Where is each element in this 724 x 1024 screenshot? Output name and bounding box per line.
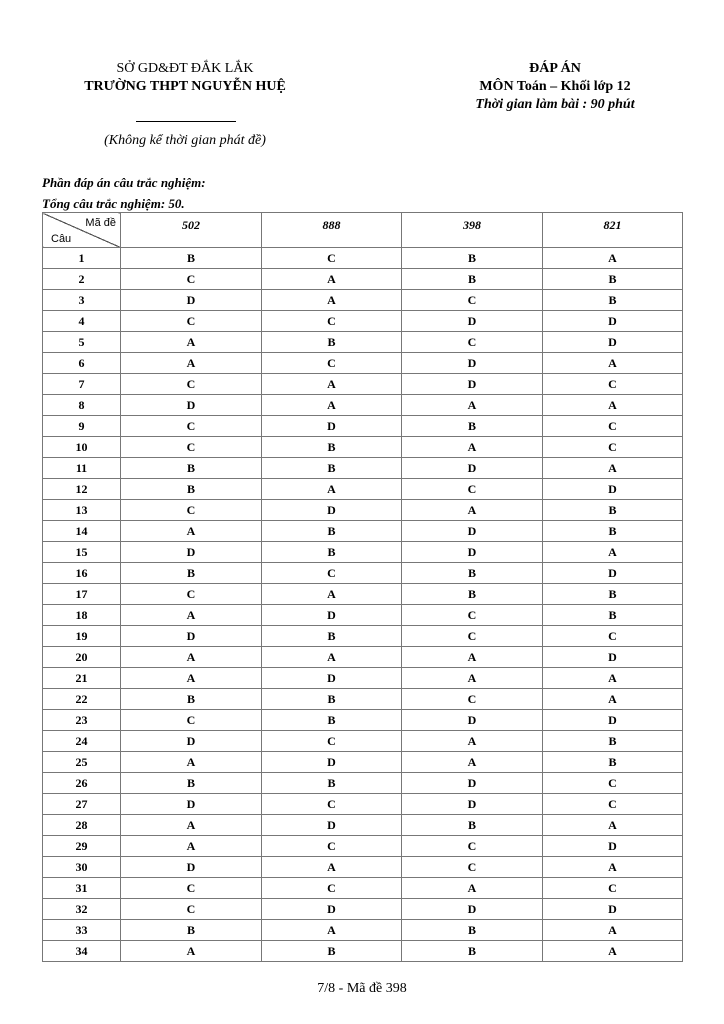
answer-cell: C	[543, 416, 683, 437]
answer-cell: D	[402, 710, 543, 731]
answer-cell: B	[262, 710, 402, 731]
code-header: 502	[121, 213, 262, 248]
corner-label-code: Mã đề	[85, 217, 116, 229]
answer-table	[42, 212, 683, 962]
answer-cell: C	[543, 626, 683, 647]
answer-cell: B	[402, 416, 543, 437]
question-number: 14	[43, 521, 121, 542]
answer-cell: B	[402, 269, 543, 290]
table-row	[43, 395, 683, 416]
answer-cell: D	[402, 899, 543, 920]
answer-cell: B	[402, 941, 543, 962]
table-row	[43, 731, 683, 752]
total-questions: Tổng câu trắc nghiệm: 50.	[42, 196, 185, 211]
answer-cell: B	[121, 479, 262, 500]
table-row	[43, 773, 683, 794]
answer-cell: A	[543, 941, 683, 962]
answer-cell: B	[543, 290, 683, 311]
table-row	[43, 920, 683, 941]
answer-cell: B	[262, 542, 402, 563]
answer-cell: A	[402, 647, 543, 668]
table-header-row	[43, 213, 683, 248]
answer-cell: A	[121, 815, 262, 836]
answer-cell: C	[121, 500, 262, 521]
answer-cell: B	[402, 815, 543, 836]
answer-cell: A	[121, 836, 262, 857]
answer-cell: D	[543, 710, 683, 731]
answer-cell: D	[543, 479, 683, 500]
corner-cell	[43, 213, 121, 248]
answer-cell: C	[402, 290, 543, 311]
answer-cell: A	[121, 647, 262, 668]
answer-cell: A	[402, 752, 543, 773]
question-number: 24	[43, 731, 121, 752]
answer-cell: B	[402, 920, 543, 941]
answer-cell: C	[262, 878, 402, 899]
table-row	[43, 605, 683, 626]
table-row	[43, 815, 683, 836]
answer-cell: B	[543, 605, 683, 626]
answer-cell: D	[121, 794, 262, 815]
answer-cell: C	[402, 605, 543, 626]
answer-cell: C	[262, 353, 402, 374]
question-number: 12	[43, 479, 121, 500]
question-number: 3	[43, 290, 121, 311]
answer-cell: A	[543, 248, 683, 269]
table-row	[43, 248, 683, 269]
table-row	[43, 626, 683, 647]
answer-cell: B	[543, 731, 683, 752]
answer-cell: B	[121, 920, 262, 941]
answer-cell: D	[543, 563, 683, 584]
answer-cell: C	[543, 374, 683, 395]
answer-cell: A	[262, 584, 402, 605]
answer-cell: C	[121, 269, 262, 290]
answer-cell: C	[402, 479, 543, 500]
header-right	[430, 60, 680, 114]
answer-cell: B	[543, 269, 683, 290]
table-row	[43, 878, 683, 899]
question-number: 26	[43, 773, 121, 794]
answer-cell: B	[543, 500, 683, 521]
question-number: 23	[43, 710, 121, 731]
table-row	[43, 332, 683, 353]
answer-cell: B	[121, 563, 262, 584]
answer-cell: D	[543, 647, 683, 668]
table-row	[43, 458, 683, 479]
table-row	[43, 752, 683, 773]
answer-cell: C	[543, 437, 683, 458]
answer-cell: C	[402, 332, 543, 353]
answer-cell: A	[121, 332, 262, 353]
answer-cell: C	[121, 878, 262, 899]
question-number: 2	[43, 269, 121, 290]
answer-cell: A	[402, 395, 543, 416]
answer-cell: A	[543, 815, 683, 836]
question-number: 18	[43, 605, 121, 626]
table-row	[43, 899, 683, 920]
answer-cell: A	[543, 353, 683, 374]
answer-cell: C	[262, 794, 402, 815]
answer-cell: A	[262, 395, 402, 416]
answer-cell: A	[262, 269, 402, 290]
answer-cell: A	[262, 374, 402, 395]
question-number: 17	[43, 584, 121, 605]
answer-cell: A	[262, 290, 402, 311]
answer-cell: A	[262, 920, 402, 941]
answer-cell: B	[402, 563, 543, 584]
answer-cell: D	[543, 836, 683, 857]
answer-cell: D	[121, 542, 262, 563]
question-number: 9	[43, 416, 121, 437]
header-left	[40, 60, 330, 96]
corner-label-question: Câu	[51, 233, 72, 245]
school-name: TRƯỜNG THPT NGUYỄN HUỆ	[84, 79, 286, 94]
question-number: 22	[43, 689, 121, 710]
subject-line: MÔN Toán – Khối lớp 12	[479, 79, 631, 94]
answer-cell: D	[402, 353, 543, 374]
table-row	[43, 437, 683, 458]
answer-cell: A	[262, 857, 402, 878]
page-footer: 7/8 - Mã đề 398	[317, 981, 407, 996]
answer-cell: C	[402, 626, 543, 647]
duration-line: Thời gian làm bài : 90 phút	[475, 97, 635, 112]
answer-cell: B	[543, 584, 683, 605]
answer-cell: C	[121, 899, 262, 920]
answer-cell: B	[121, 773, 262, 794]
question-number: 4	[43, 311, 121, 332]
table-row	[43, 836, 683, 857]
answer-cell: D	[262, 815, 402, 836]
answer-cell: C	[543, 773, 683, 794]
question-number: 25	[43, 752, 121, 773]
question-number: 28	[43, 815, 121, 836]
table-row	[43, 269, 683, 290]
code-header: 821	[543, 213, 683, 248]
question-number: 11	[43, 458, 121, 479]
time-note: (Không kể thời gian phát đề)	[104, 133, 266, 148]
table-row	[43, 353, 683, 374]
answer-cell: B	[402, 584, 543, 605]
doc-title: ĐÁP ÁN	[529, 61, 581, 76]
answer-cell: A	[543, 920, 683, 941]
answer-cell: C	[262, 731, 402, 752]
code-header: 888	[262, 213, 402, 248]
section-title: Phần đáp án câu trắc nghiệm:	[42, 175, 206, 190]
question-number: 10	[43, 437, 121, 458]
question-number: 15	[43, 542, 121, 563]
question-number: 13	[43, 500, 121, 521]
answer-cell: A	[543, 458, 683, 479]
answer-cell: A	[262, 479, 402, 500]
table-row	[43, 941, 683, 962]
table-row	[43, 857, 683, 878]
answer-cell: B	[121, 248, 262, 269]
answer-cell: D	[262, 752, 402, 773]
answer-cell: C	[121, 584, 262, 605]
answer-cell: B	[121, 458, 262, 479]
answer-cell: C	[121, 710, 262, 731]
code-header: 398	[402, 213, 543, 248]
answer-cell: C	[543, 878, 683, 899]
answer-cell: C	[402, 836, 543, 857]
question-number: 27	[43, 794, 121, 815]
answer-cell: D	[121, 731, 262, 752]
question-number: 5	[43, 332, 121, 353]
question-number: 33	[43, 920, 121, 941]
answer-cell: A	[402, 731, 543, 752]
answer-cell: C	[121, 374, 262, 395]
table-row	[43, 542, 683, 563]
answer-cell: C	[262, 248, 402, 269]
answer-cell: A	[121, 521, 262, 542]
answer-cell: C	[262, 836, 402, 857]
answer-cell: C	[262, 563, 402, 584]
answer-table-body	[43, 248, 683, 962]
answer-cell: A	[402, 668, 543, 689]
answer-cell: D	[121, 395, 262, 416]
answer-cell: A	[402, 878, 543, 899]
question-number: 1	[43, 248, 121, 269]
answer-cell: D	[121, 626, 262, 647]
answer-cell: B	[543, 521, 683, 542]
table-row	[43, 794, 683, 815]
answer-cell: D	[262, 899, 402, 920]
table-row	[43, 563, 683, 584]
answer-cell: C	[121, 437, 262, 458]
answer-cell: C	[121, 311, 262, 332]
answer-cell: A	[121, 752, 262, 773]
table-row	[43, 668, 683, 689]
answer-cell: D	[121, 857, 262, 878]
answer-cell: D	[402, 374, 543, 395]
answer-cell: D	[262, 605, 402, 626]
answer-cell: A	[402, 500, 543, 521]
question-number: 32	[43, 899, 121, 920]
question-number: 21	[43, 668, 121, 689]
question-number: 6	[43, 353, 121, 374]
table-row	[43, 416, 683, 437]
answer-cell: C	[121, 416, 262, 437]
question-number: 29	[43, 836, 121, 857]
table-row	[43, 374, 683, 395]
answer-cell: B	[262, 458, 402, 479]
answer-cell: A	[262, 647, 402, 668]
answer-cell: B	[402, 248, 543, 269]
answer-cell: A	[543, 395, 683, 416]
answer-cell: C	[402, 689, 543, 710]
answer-cell: D	[262, 668, 402, 689]
question-number: 31	[43, 878, 121, 899]
answer-cell: D	[543, 311, 683, 332]
table-row	[43, 290, 683, 311]
answer-cell: A	[402, 437, 543, 458]
answer-cell: A	[543, 668, 683, 689]
question-number: 34	[43, 941, 121, 962]
answer-cell: B	[262, 521, 402, 542]
answer-cell: B	[262, 689, 402, 710]
answer-cell: D	[121, 290, 262, 311]
table-row	[43, 689, 683, 710]
table-row	[43, 311, 683, 332]
answer-cell: B	[543, 752, 683, 773]
answer-cell: A	[121, 668, 262, 689]
answer-cell: B	[262, 437, 402, 458]
answer-cell: B	[262, 332, 402, 353]
answer-cell: D	[262, 416, 402, 437]
answer-cell: A	[543, 542, 683, 563]
table-row	[43, 479, 683, 500]
answer-cell: A	[543, 689, 683, 710]
answer-cell: D	[402, 521, 543, 542]
answer-cell: B	[121, 689, 262, 710]
answer-cell: B	[262, 941, 402, 962]
answer-cell: C	[262, 311, 402, 332]
answer-cell: A	[543, 857, 683, 878]
question-number: 16	[43, 563, 121, 584]
header-divider	[136, 121, 236, 122]
question-number: 19	[43, 626, 121, 647]
answer-cell: B	[262, 773, 402, 794]
answer-cell: D	[402, 542, 543, 563]
answer-cell: B	[262, 626, 402, 647]
answer-cell: D	[402, 311, 543, 332]
answer-cell: D	[402, 458, 543, 479]
table-row	[43, 500, 683, 521]
question-number: 20	[43, 647, 121, 668]
answer-cell: A	[121, 941, 262, 962]
answer-cell: D	[543, 332, 683, 353]
question-number: 8	[43, 395, 121, 416]
answer-cell: A	[121, 353, 262, 374]
question-number: 7	[43, 374, 121, 395]
question-number: 30	[43, 857, 121, 878]
answer-cell: A	[121, 605, 262, 626]
answer-cell: D	[262, 500, 402, 521]
answer-cell: C	[543, 794, 683, 815]
answer-cell: C	[402, 857, 543, 878]
table-row	[43, 521, 683, 542]
table-row	[43, 584, 683, 605]
answer-cell: D	[402, 773, 543, 794]
table-row	[43, 710, 683, 731]
table-row	[43, 647, 683, 668]
department-name: SỞ GD&ĐT ĐẮK LẮK	[116, 61, 254, 76]
answer-cell: D	[402, 794, 543, 815]
answer-cell: D	[543, 899, 683, 920]
